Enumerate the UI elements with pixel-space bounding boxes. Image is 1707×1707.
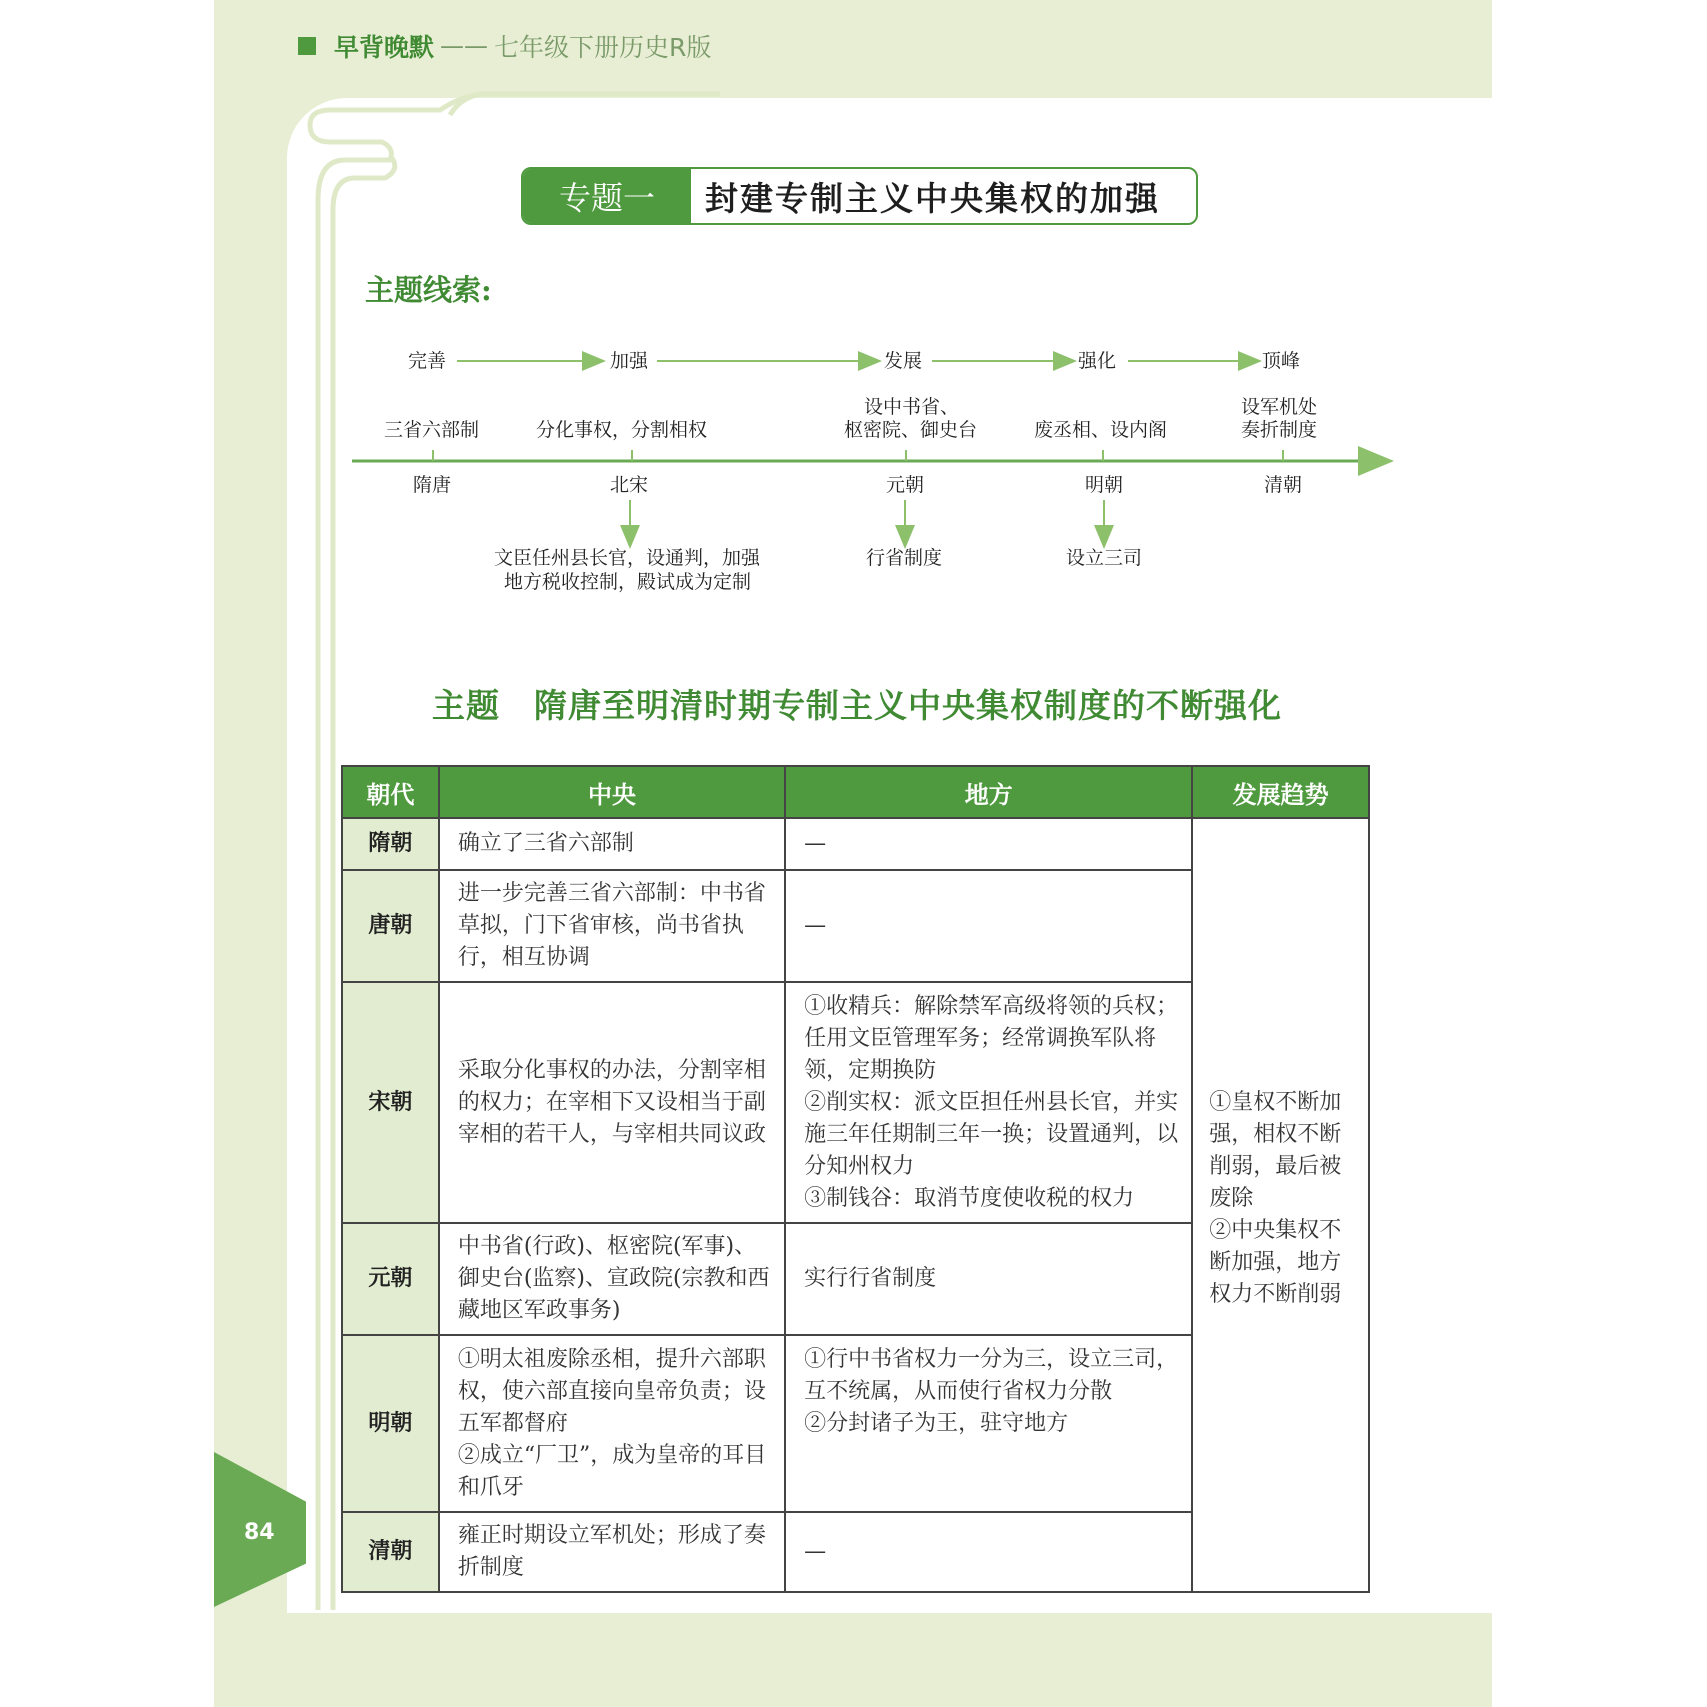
header-cell: 中央 (439, 766, 785, 818)
header-separator: —— (440, 32, 489, 60)
central-cell: 确立了三省六部制 (439, 818, 785, 870)
dynasty-label: 明朝 (1085, 474, 1124, 496)
dynasty-label: 北宋 (610, 474, 649, 496)
header-brand: 早背晚默 (334, 33, 435, 62)
stage-label: 完善 (408, 350, 447, 372)
stage-label: 顶峰 (1262, 350, 1301, 372)
upper-label: 分化事权，分割相权 (536, 419, 708, 441)
dynasty-label: 隋唐 (413, 474, 452, 496)
local-item: ②削实权：派文臣担任州县长官，并实施三年任期制三年一换；设置通判，以分知州权力 (804, 1089, 1179, 1179)
topic-tag: 专题一 (523, 169, 691, 223)
lower-label: 设立三司 (1066, 547, 1143, 569)
header-cell: 地方 (785, 766, 1192, 818)
table-row (342, 818, 1369, 870)
dynasty-table (341, 765, 1370, 1593)
stage-label: 发展 (884, 350, 923, 372)
central-cell: 采取分化事权的办法，分割宰相的权力；在宰相下又设相当于副宰相的若干人，与宰相共同议政 (439, 982, 785, 1223)
local-item: ①行中书省权力一分为三，设立三司，互不统属，从而使行省权力分散 (804, 1347, 1179, 1404)
header-cell: 发展趋势 (1192, 766, 1369, 818)
dynasty-label: 清朝 (1264, 474, 1303, 496)
dynasty-cell: 明朝 (342, 1335, 439, 1512)
page-number: 84 (244, 1520, 275, 1545)
central-cell: 进一步完善三省六部制：中书省草拟，门下省审核，尚书省执行，相互协调 (439, 870, 785, 982)
local-cell: — (785, 818, 1192, 870)
dynasty-cell: 宋朝 (342, 982, 439, 1223)
local-cell (785, 1335, 1192, 1512)
local-item: ①收精兵：解除禁军高级将领的兵权；任用文臣管理军务；经常调换军队将领，定期换防 (804, 993, 1179, 1083)
upper-label: 设军机处 (1241, 396, 1318, 418)
local-item: ②分封诸子为王，驻守地方 (804, 1411, 1069, 1436)
local-cell: — (785, 1512, 1192, 1592)
header-subtitle: 七年级下册历史R版 (494, 33, 712, 62)
lower-label: 地方税收控制，殿试成为定制 (504, 571, 752, 593)
header-cell: 朝代 (342, 766, 439, 818)
trend-text: ②中央集权不断加强，地方权力不断削弱 (1209, 1218, 1342, 1307)
lower-label: 文臣任州县长官，设通判，加强 (494, 547, 761, 569)
stage-label: 加强 (610, 350, 649, 372)
clue-heading: 主题线索: (365, 273, 492, 307)
dynasty-cell: 清朝 (342, 1512, 439, 1592)
central-cell: 中书省(行政)、枢密院(军事)、御史台(监察)、宣政院(宗教和西藏地区军政事务) (439, 1223, 785, 1335)
central-item: ①明太祖废除丞相，提升六部职权，使六部直接向皇帝负责；设五军都督府 (457, 1346, 766, 1436)
table-header-row (342, 766, 1369, 818)
lower-label: 行省制度 (866, 547, 943, 569)
upper-label: 设中书省、 (864, 396, 960, 418)
trend-cell (1192, 818, 1369, 1592)
dynasty-cell: 元朝 (342, 1223, 439, 1335)
central-cell (439, 1335, 785, 1512)
local-cell: — (785, 870, 1192, 982)
theme-text: 隋唐至明清时期专制主义中央集权制度的不断强化 (534, 686, 1282, 725)
trend-text: ①皇权不断加强，相权不断削弱，最后被废除 (1209, 1090, 1342, 1211)
upper-label: 废丞相、设内阁 (1034, 419, 1168, 441)
local-item: ③制钱谷：取消节度使收税的权力 (804, 1185, 1135, 1211)
upper-label: 枢密院、御史台 (844, 419, 978, 441)
local-cell (785, 982, 1192, 1223)
theme-title (432, 680, 1282, 727)
dynasty-cell: 唐朝 (342, 870, 439, 982)
stage-label: 强化 (1078, 350, 1117, 372)
dynasty-cell: 隋朝 (342, 818, 439, 870)
theme-label: 主题 (432, 686, 500, 725)
upper-label: 奏折制度 (1241, 419, 1318, 441)
upper-label: 三省六部制 (384, 419, 480, 441)
topic-title: 封建专制主义中央集权的加强 (705, 178, 1160, 218)
local-cell: 实行行省制度 (785, 1223, 1192, 1335)
central-cell: 雍正时期设立军机处；形成了奏折制度 (439, 1512, 785, 1592)
dynasty-label: 元朝 (886, 474, 925, 496)
central-item: ②成立“厂卫”，成为皇帝的耳目和爪牙 (457, 1442, 767, 1500)
